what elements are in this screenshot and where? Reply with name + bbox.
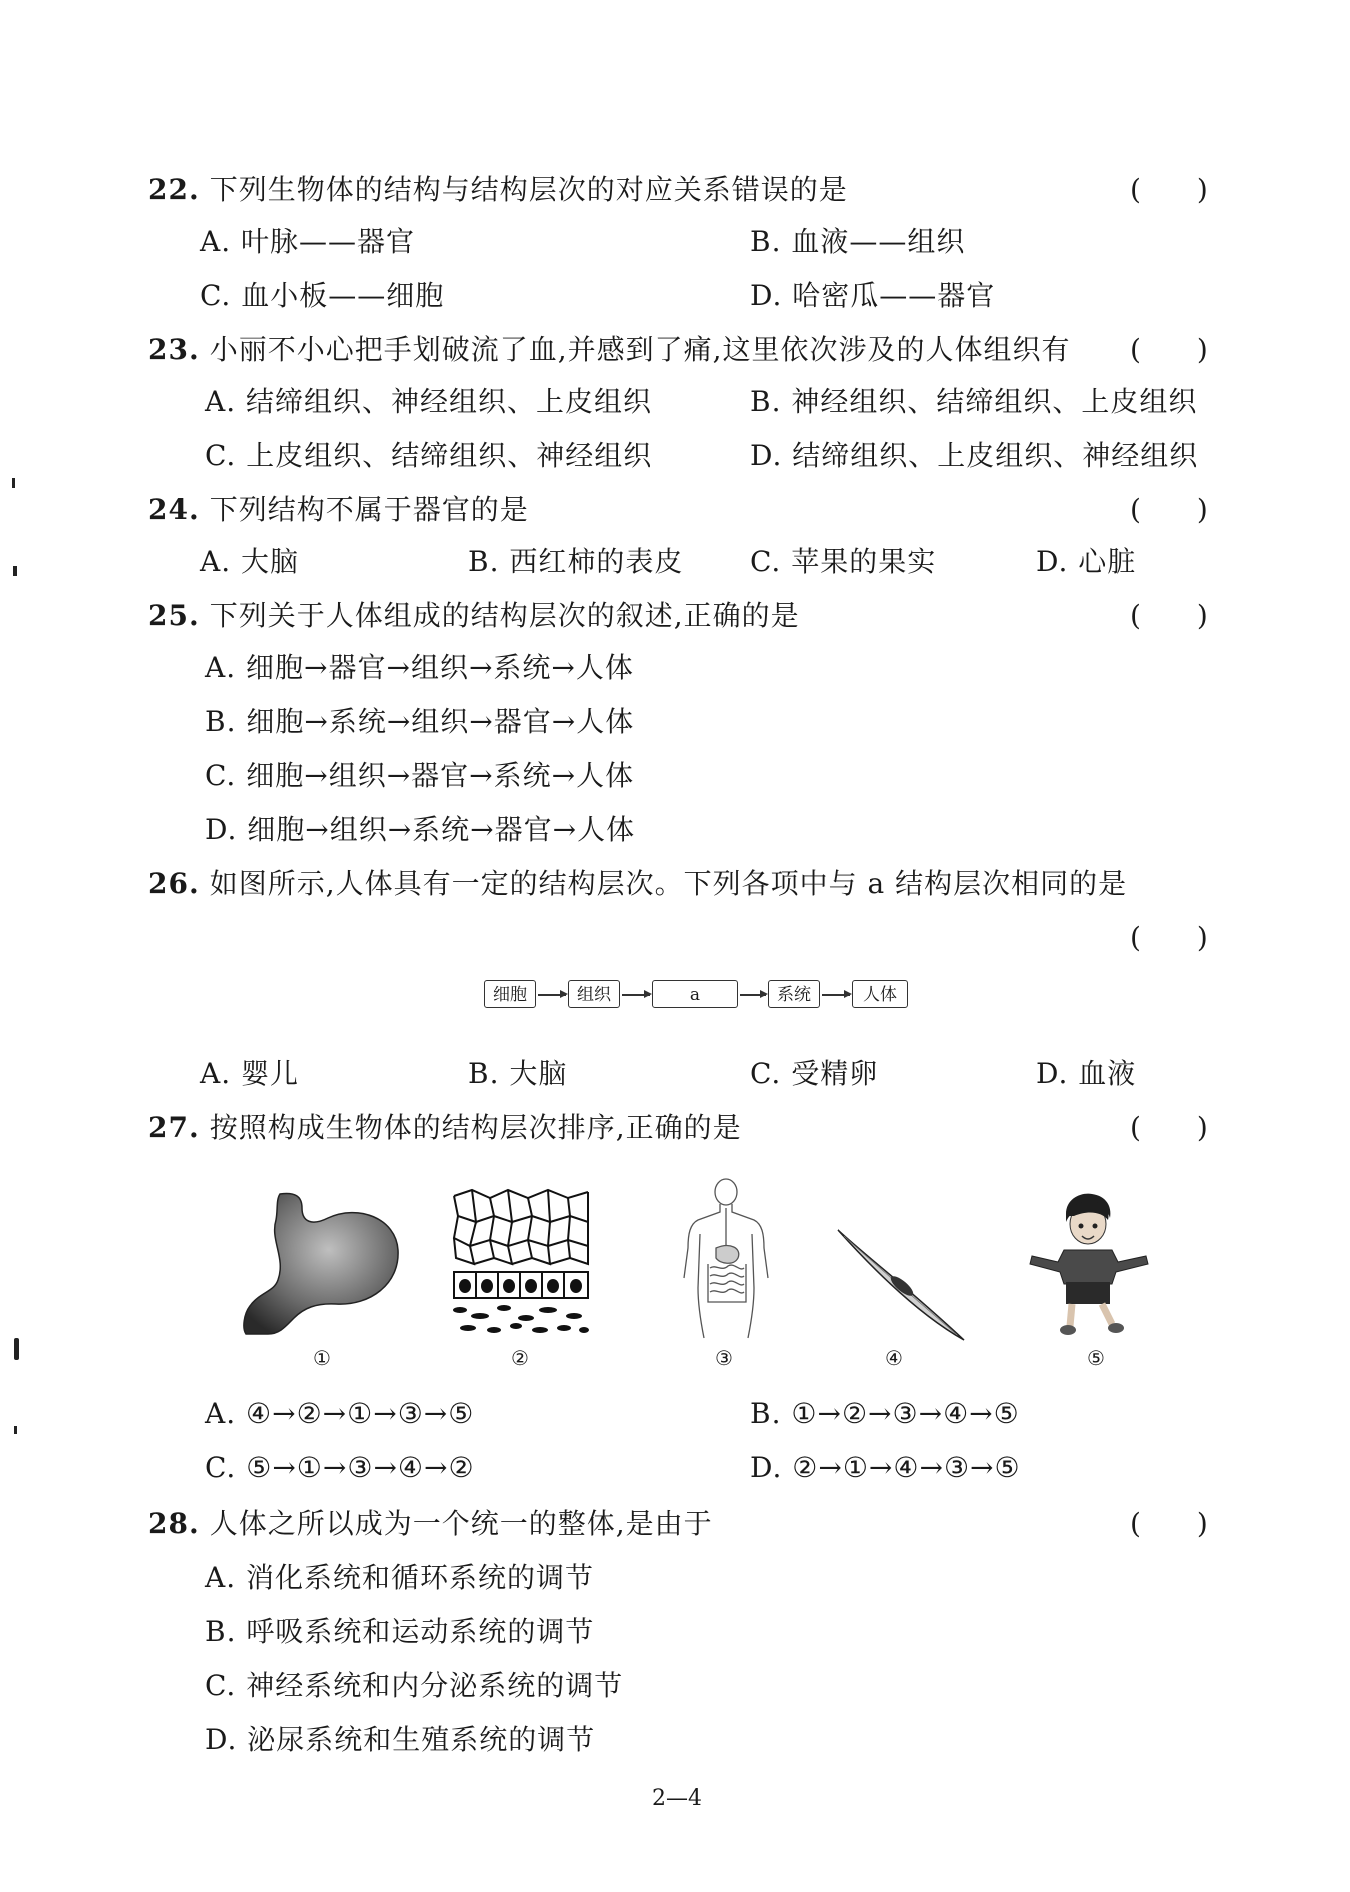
option-a: A. 消化系统和循环系统的调节 xyxy=(205,1561,595,1594)
flow-box-system: 系统 xyxy=(768,980,820,1008)
option-b: B. 西红柿的表皮 xyxy=(468,545,684,578)
question-23: 23. 小丽不小心把手划破流了血,并感到了痛,这里依次涉及的人体组织有 xyxy=(148,333,1071,366)
flow-arrow xyxy=(822,994,850,996)
scan-speck xyxy=(14,1426,17,1434)
option-d: D. 心脏 xyxy=(1036,545,1137,578)
scan-speck xyxy=(12,478,15,488)
flow-box-cell: 细胞 xyxy=(484,980,536,1008)
flow-arrow xyxy=(622,994,650,996)
option-a: A. ④→②→①→③→⑤ xyxy=(205,1397,475,1430)
answer-blank[interactable]: ( ) xyxy=(1130,1111,1208,1144)
question-27: 27. 按照构成生物体的结构层次排序,正确的是 xyxy=(148,1111,742,1144)
flow-box-human: 人体 xyxy=(852,980,908,1008)
option-b: B. ①→②→③→④→⑤ xyxy=(750,1397,1020,1430)
answer-blank[interactable]: ( ) xyxy=(1130,173,1208,206)
option-b: B. 血液——组织 xyxy=(750,225,966,258)
option-b: B. 大脑 xyxy=(468,1057,568,1090)
page-number: 2—4 xyxy=(652,1786,702,1811)
option-a: A. 叶脉——器官 xyxy=(200,225,416,258)
option-c: C. 上皮组织、结缔组织、神经组织 xyxy=(205,439,653,472)
flow-box-a: a xyxy=(652,980,738,1008)
option-c: C. 神经系统和内分泌系统的调节 xyxy=(205,1669,624,1702)
option-a: A. 婴儿 xyxy=(200,1057,300,1090)
option-d: D. 结缔组织、上皮组织、神经组织 xyxy=(750,439,1199,472)
figure-label-1: ① xyxy=(313,1346,331,1370)
flow-arrow xyxy=(740,994,766,996)
option-c: C. ⑤→①→③→④→② xyxy=(205,1451,475,1484)
answer-blank[interactable]: ( ) xyxy=(1130,333,1208,366)
figure-label-4: ④ xyxy=(885,1346,903,1370)
option-d: D. 泌尿系统和生殖系统的调节 xyxy=(205,1723,596,1756)
option-d: D. 细胞→组织→系统→器官→人体 xyxy=(205,813,636,846)
option-a: A. 细胞→器官→组织→系统→人体 xyxy=(205,651,634,684)
scan-speck xyxy=(13,566,17,576)
human-digestive-system-figure xyxy=(676,1178,776,1340)
option-a: A. 大脑 xyxy=(200,545,300,578)
option-c: C. 受精卵 xyxy=(750,1057,879,1090)
scan-speck xyxy=(14,1338,19,1360)
question-25: 25. 下列关于人体组成的结构层次的叙述,正确的是 xyxy=(148,599,800,632)
question-22: 22. 下列生物体的结构与结构层次的对应关系错误的是 xyxy=(148,173,848,206)
answer-blank[interactable]: ( ) xyxy=(1130,599,1208,632)
option-b: B. 细胞→系统→组织→器官→人体 xyxy=(205,705,635,738)
answer-blank[interactable]: ( ) xyxy=(1130,1507,1208,1540)
stomach-figure xyxy=(240,1188,402,1336)
option-d: D. 血液 xyxy=(1036,1057,1137,1090)
option-c: C. 血小板——细胞 xyxy=(200,279,445,312)
figure-label-5: ⑤ xyxy=(1087,1346,1105,1370)
question-28: 28. 人体之所以成为一个统一的整体,是由于 xyxy=(148,1507,713,1540)
tissue-cells-figure xyxy=(450,1186,592,1336)
question-26: 26. 如图所示,人体具有一定的结构层次。下列各项中与 a 结构层次相同的是 xyxy=(148,867,1128,900)
option-b: B. 呼吸系统和运动系统的调节 xyxy=(205,1615,595,1648)
option-b: B. 神经组织、结缔组织、上皮组织 xyxy=(750,385,1198,418)
flow-box-tissue: 组织 xyxy=(568,980,620,1008)
muscle-cell-figure xyxy=(836,1226,966,1344)
option-c: C. 细胞→组织→器官→系统→人体 xyxy=(205,759,635,792)
answer-blank[interactable]: ( ) xyxy=(1130,493,1208,526)
option-d: D. ②→①→④→③→⑤ xyxy=(750,1451,1021,1484)
question-24: 24. 下列结构不属于器官的是 xyxy=(148,493,529,526)
boy-figure xyxy=(1028,1192,1150,1340)
answer-blank[interactable]: ( ) xyxy=(1130,921,1208,954)
figure-label-3: ③ xyxy=(715,1346,733,1370)
figure-label-2: ② xyxy=(511,1346,529,1370)
option-d: D. 哈密瓜——器官 xyxy=(750,279,996,312)
flow-arrow xyxy=(538,994,566,996)
option-a: A. 结缔组织、神经组织、上皮组织 xyxy=(205,385,653,418)
option-c: C. 苹果的果实 xyxy=(750,545,937,578)
